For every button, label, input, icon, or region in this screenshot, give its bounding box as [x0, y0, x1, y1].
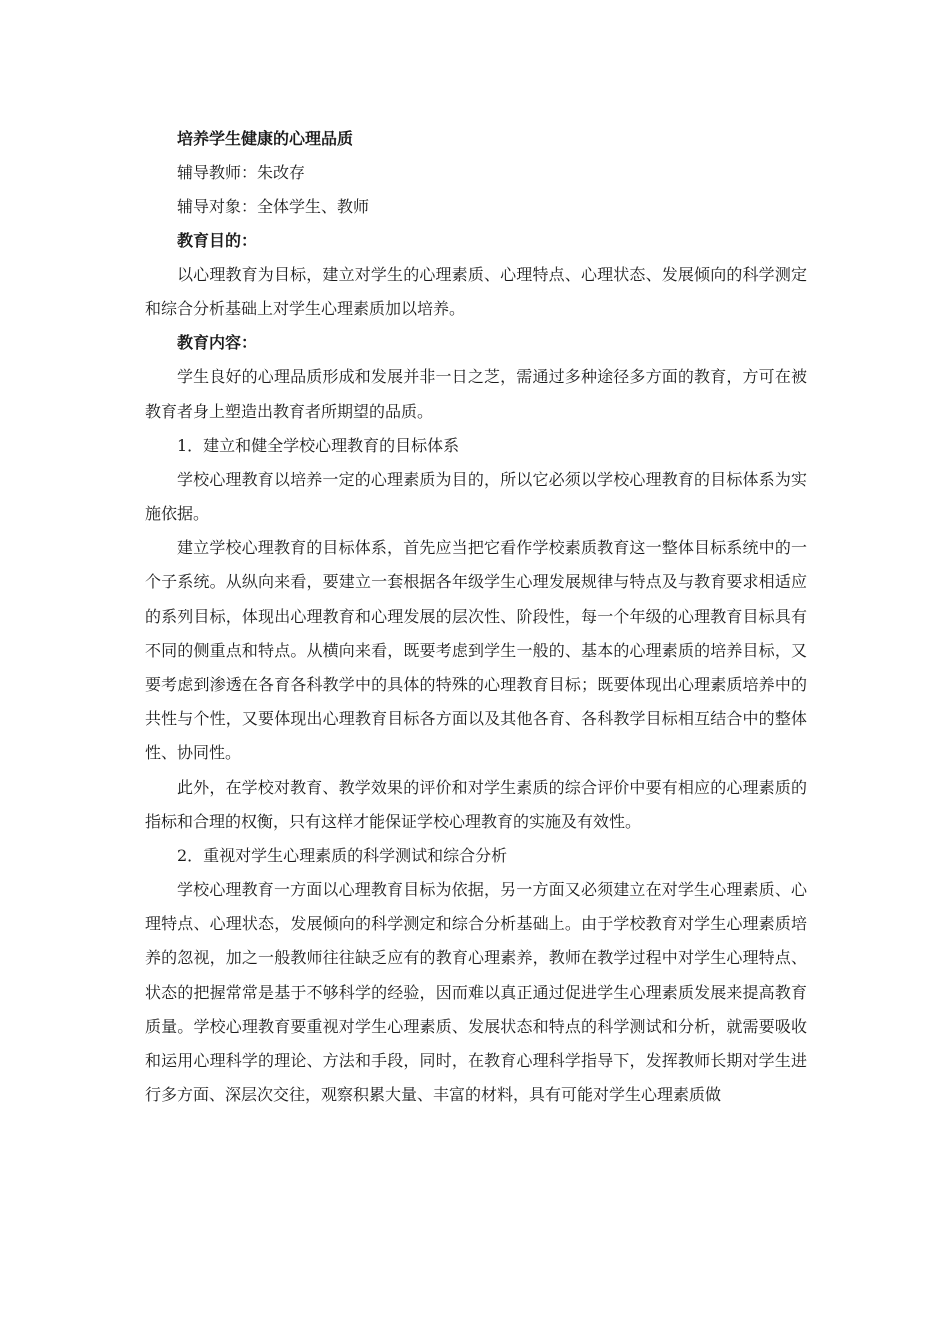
- goal-heading: 教育目的：: [177, 231, 258, 250]
- content-paragraph: 学生良好的心理品质形成和发展并非一日之芝，需通过多种途径多方面的教育，方可在被教育者身上塑造出教育者所期望的品质。: [145, 367, 807, 421]
- document-page: [145, 122, 807, 1112]
- document-title: 培养学生健康的心理品质: [177, 129, 354, 148]
- section-2-title: 2．重视对学生心理素质的科学测试和综合分析: [177, 846, 508, 866]
- advisor-line: 辅导教师：朱改存: [177, 163, 306, 182]
- audience-line: 辅导对象：全体学生、教师: [177, 197, 370, 216]
- section-1-title: 1．建立和健全学校心理教育的目标体系: [177, 435, 460, 455]
- section-1-paragraph-2: 建立学校心理教育的目标体系，首先应当把它看作学校素质教育这一整体目标系统中的一个子系统。从纵向来看，要建立一套根据各年级学生心理发展规律与特点及与教育要求相适应的系列目标，体现出心理教育和心理发展的层次性、阶段性，每一个年级的心理教育目标具有不同的侧重点和特点。从横向来看，既要考虑到学生一般的、基本的心理素质的培养目标，又要考虑到渗透在各育各科教学中的具体的特殊的心理教育目标；既要体现出心理素质培养中的共性与个性，又要体现出心理教育目标各方面以及其他各育、各科教学目标相互结合中的整体性、协同性。: [145, 538, 807, 763]
- goal-paragraph: 以心理教育为目标，建立对学生的心理素质、心理特点、心理状态、发展倾向的科学测定和综合分析基础上对学生心理素质加以培养。: [145, 265, 807, 319]
- section-1-paragraph-1: 学校心理教育以培养一定的心理素质为目的，所以它必须以学校心理教育的目标体系为实施依据。: [145, 469, 807, 524]
- section-1-paragraph-3: 此外，在学校对教育、教学效果的评价和对学生素质的综合评价中要有相应的心理素质的指标和合理的权衡，只有这样才能保证学校心理教育的实施及有效性。: [145, 777, 807, 831]
- section-2-paragraph-1: 学校心理教育一方面以心理教育目标为依据，另一方面又必须建立在对学生心理素质、心理特点、心理状态，发展倾向的科学测定和综合分析基础上。由于学校教育对学生心理素质培养的忽视，加之一般教师往往缺乏应有的教育心理素养，教师在教学过程中对学生心理特点、状态的把握常常是基于不够科学的经验，因而难以真正通过促进学生心理素质发展来提高教育质量。学校心理教育要重视对学生心理素质、发展状态和特点的科学测试和分析，就需要吸收和运用心理科学的理论、方法和手段，同时，在教育心理科学指导下，发挥教师长期对学生进行多方面、深层次交往，观察积累大量、丰富的材料，具有可能对学生心理素质做: [145, 880, 807, 1105]
- content-heading: 教育内容：: [177, 333, 258, 353]
